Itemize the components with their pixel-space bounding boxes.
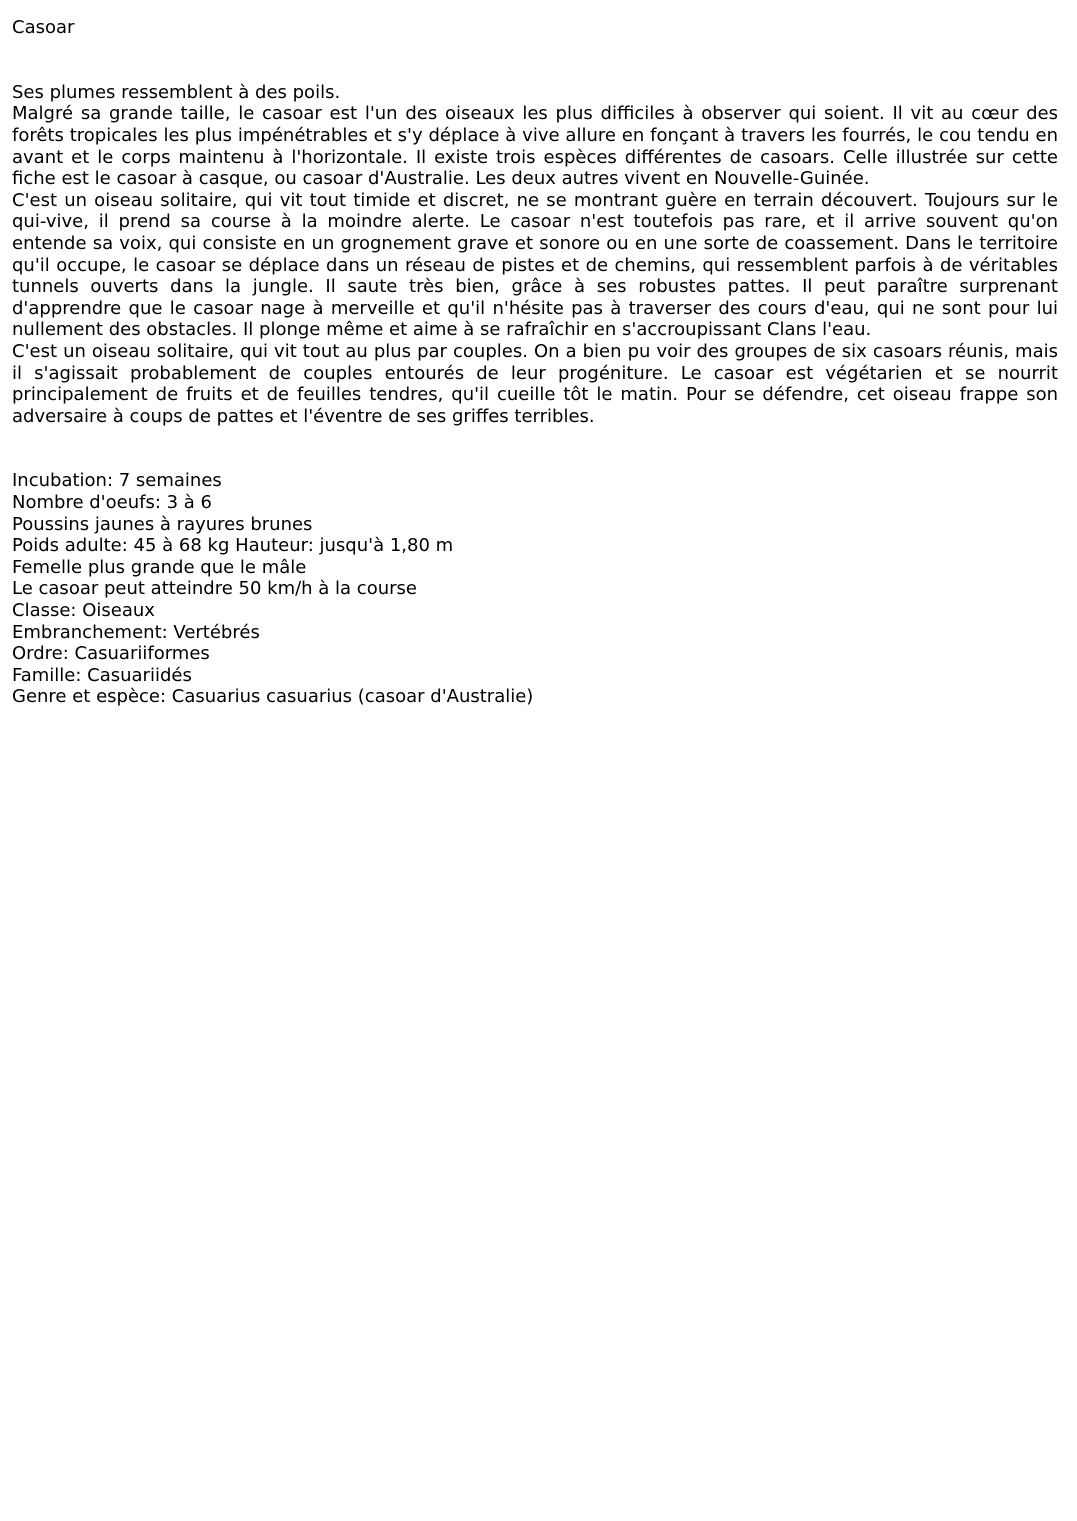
- facts-list: [12, 470, 1058, 708]
- fact-phylum: Embranchement: Vertébrés: [12, 621, 260, 643]
- fact-class: Classe: Oiseaux: [12, 600, 155, 622]
- paragraph-diet: C'est un oiseau solitaire, qui vit tout au plus par couples. On a bien pu voir des groupes de six casoars réunis, mais il s'agissait probablement de couples entourés de leur progéniture. Le casoar est végétarien et se nourrit principalement de fruits et de feuilles tendres, qu'il cueille tôt le matin. Pour se défendre, cet oiseau frappe son adversaire à coups de pattes et l'éventre de ses griffes terribles.: [12, 340, 1058, 427]
- fact-order: Ordre: Casuariiformes: [12, 643, 210, 665]
- paragraph-summary: Ses plumes ressemblent à des poils.: [12, 81, 341, 103]
- fact-weight-height: Poids adulte: 45 à 68 kg Hauteur: jusqu'à 1,80 m: [12, 535, 454, 557]
- fact-chicks: Poussins jaunes à rayures brunes: [12, 513, 313, 535]
- paragraph-habitat: Malgré sa grande taille, le casoar est l'un des oiseaux les plus difficiles à observer qui soient. Il vit au cœur des forêts tropicales les plus impénétrables et s'y déplace à vive allure en fonçant à travers les fourrés, le cou tendu en avant et le corps maintenu à l'horizontale. Il existe trois espèces différentes de casoars. Celle illustrée sur cette fiche est le casoar à casque, ou casoar d'Australie. Les deux autres vivent en Nouvelle-Guinée.: [12, 103, 1058, 190]
- fact-speed: Le casoar peut atteindre 50 km/h à la course: [12, 578, 417, 600]
- page-title: Casoar: [12, 17, 75, 38]
- fact-egg-count: Nombre d'oeufs: 3 à 6: [12, 492, 212, 514]
- fact-incubation: Incubation: 7 semaines: [12, 470, 222, 492]
- document-page: [12, 17, 1058, 708]
- fact-family: Famille: Casuariidés: [12, 664, 192, 686]
- description-section: [12, 82, 1058, 428]
- fact-female-size: Femelle plus grande que le mâle: [12, 556, 307, 578]
- paragraph-behavior: C'est un oiseau solitaire, qui vit tout timide et discret, ne se montrant guère en terrain découvert. Toujours sur le qui-vive, il prend sa course à la moindre alerte. Le casoar n'est toutefois pas rare, et il arrive souvent qu'on entende sa voix, qui consiste en un grognement grave et sonore ou en une sorte de coassement. Dans le territoire qu'il occupe, le casoar se déplace dans un réseau de pistes et de chemins, qui ressemblent parfois à de véritables tunnels ouverts dans la jungle. Il saute très bien, grâce à ses robustes pattes. Il peut paraître surprenant d'apprendre que le casoar nage à merveille et qu'il n'hésite pas à traverser des cours d'eau, qui ne sont pour lui nullement des obstacles. Il plonge même et aime à se rafraîchir en s'accroupissant Clans l'eau.: [12, 189, 1058, 341]
- fact-genus-species: Genre et espèce: Casuarius casuarius (casoar d'Australie): [12, 686, 534, 708]
